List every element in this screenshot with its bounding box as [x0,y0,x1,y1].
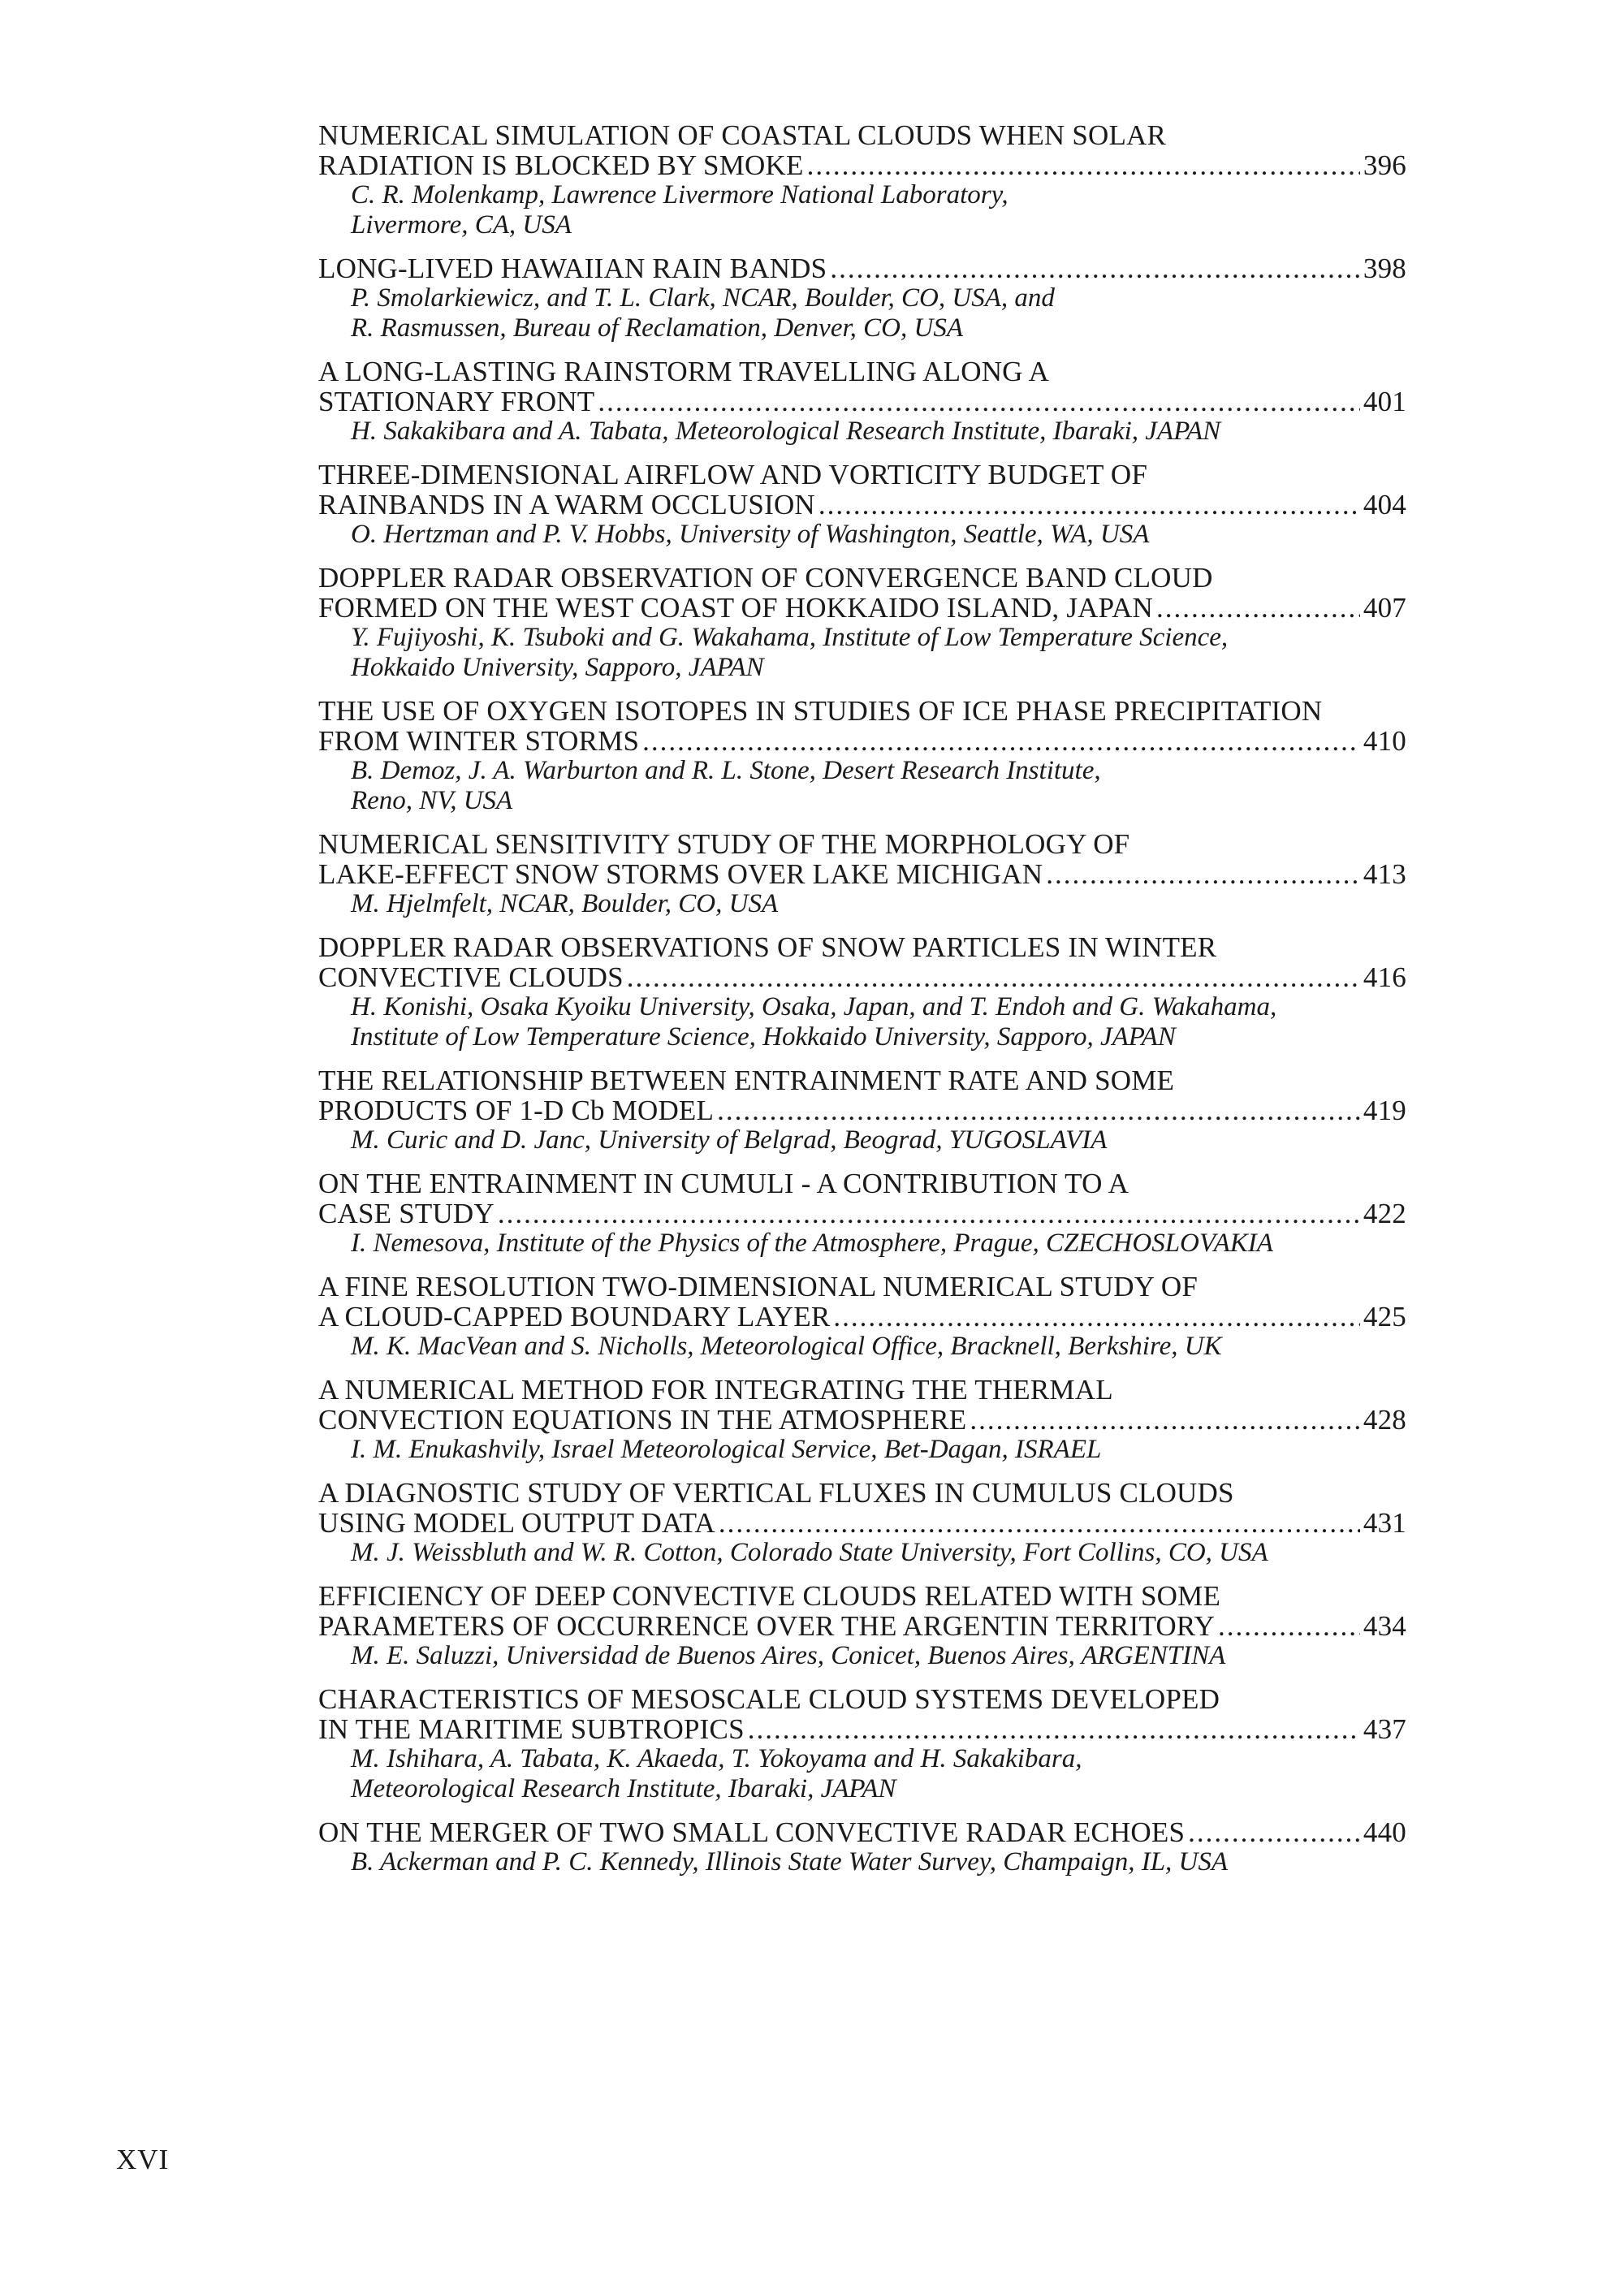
toc-entry [318,1684,1406,1804]
entry-title-text: CASE STUDY [318,1198,495,1229]
page-number: 413 [1363,858,1406,890]
entry-title-line: DOPPLER RADAR OBSERVATIONS OF SNOW PARTICLES IN WINTER [318,931,1217,963]
page-number: 407 [1363,592,1406,624]
entry-authors: M. K. MacVean and S. Nicholls, Meteorological Office, Bracknell, Berkshire, UK [351,1332,1222,1361]
entry-title-text: CONVECTION EQUATIONS IN THE ATMOSPHERE [318,1404,967,1436]
toc-entry [318,1168,1406,1259]
page-number: 410 [1363,725,1406,757]
entry-title-line [318,1302,1406,1332]
entry-title-line [318,253,1406,283]
dot-leader [830,253,1360,283]
entry-authors: M. Curic and D. Janc, University of Belgrad, Beograd, YUGOSLAVIA [351,1125,1108,1155]
entry-authors: C. R. Molenkamp, Lawrence Livermore National Laboratory, [351,180,1009,209]
table-of-contents [318,120,1406,1890]
page-number: 416 [1363,961,1406,993]
entry-title-text: PRODUCTS OF 1-D Cb MODEL [318,1095,715,1126]
entry-authors: M. E. Saluzzi, Universidad de Buenos Aires, Conicet, Buenos Aires, ARGENTINA [351,1641,1226,1670]
dot-leader [1046,859,1360,889]
entry-title-line: A LONG-LASTING RAINSTORM TRAVELLING ALONG A [318,356,1050,387]
entry-authors: B. Demoz, J. A. Warburton and R. L. Stone, Desert Research Institute, [351,756,1101,785]
dot-leader [627,962,1360,992]
entry-authors: H. Sakakibara and A. Tabata, Meteorological Research Institute, Ibaraki, JAPAN [351,417,1221,446]
entry-title-line: EFFICIENCY OF DEEP CONVECTIVE CLOUDS RELATED WITH SOME [318,1580,1221,1612]
entry-title-line [318,859,1406,889]
entry-title-text: FORMED ON THE WEST COAST OF HOKKAIDO ISLAND, JAPAN [318,592,1154,624]
entry-title-line [318,150,1406,180]
entry-title-line [318,1405,1406,1435]
entry-title-line [318,1508,1406,1538]
dot-leader [1188,1817,1360,1847]
page-number: 396 [1363,149,1406,181]
page-number: 422 [1363,1198,1406,1229]
dot-leader [1218,1611,1360,1641]
entry-title-line [318,1198,1406,1229]
entry-title-line [318,1714,1406,1744]
toc-entry [318,460,1406,550]
entry-title-line: THE USE OF OXYGEN ISOTOPES IN STUDIES OF ICE PHASE PRECIPITATION [318,695,1323,727]
entry-authors: Reno, NV, USA [351,786,513,815]
entry-authors: Livermore, CA, USA [351,210,572,240]
entry-title-text: RADIATION IS BLOCKED BY SMOKE [318,149,804,181]
toc-entry [318,120,1406,240]
entry-authors: M. Hjelmfelt, NCAR, Boulder, CO, USA [351,889,779,918]
entry-title-text: LONG-LIVED HAWAIIAN RAIN BANDS [318,253,827,284]
entry-title-line [318,1817,1406,1847]
entry-authors: Institute of Low Temperature Science, Hokkaido University, Sapporo, JAPAN [351,1022,1176,1052]
dot-leader [818,490,1360,520]
page-number: 440 [1363,1816,1406,1848]
toc-entry [318,1065,1406,1155]
dot-leader [719,1508,1360,1538]
toc-entry [318,1272,1406,1362]
entry-title-line: NUMERICAL SENSITIVITY STUDY OF THE MORPHOLOGY OF [318,828,1130,860]
dot-leader [833,1302,1360,1332]
entry-title-text: RAINBANDS IN A WARM OCCLUSION [318,489,815,520]
page-number: 437 [1363,1713,1406,1745]
entry-title-line: CHARACTERISTICS OF MESOSCALE CLOUD SYSTEMS DEVELOPED [318,1683,1220,1715]
dot-leader [642,726,1360,756]
entry-title-text: ON THE MERGER OF TWO SMALL CONVECTIVE RADAR ECHOES [318,1816,1186,1848]
entry-title-text: A CLOUD-CAPPED BOUNDARY LAYER [318,1301,831,1332]
entry-authors: B. Ackerman and P. C. Kennedy, Illinois State Water Survey, Champaign, IL, USA [351,1847,1229,1877]
page-number: 431 [1363,1507,1406,1539]
entry-title-text: STATIONARY FRONT [318,386,595,417]
page-number: 398 [1363,253,1406,284]
toc-entry [318,1478,1406,1568]
entry-authors: P. Smolarkiewicz, and T. L. Clark, NCAR, Boulder, CO, USA, and [351,283,1055,313]
entry-authors: M. Ishihara, A. Tabata, K. Akaeda, T. Yokoyama and H. Sakakibara, [351,1744,1082,1773]
page-number: 419 [1363,1095,1406,1126]
entry-authors: Y. Fujiyoshi, K. Tsuboki and G. Wakahama, Institute of Low Temperature Science, [351,623,1229,652]
entry-title-line: DOPPLER RADAR OBSERVATION OF CONVERGENCE BAND CLOUD [318,562,1213,594]
entry-title-line: A NUMERICAL METHOD FOR INTEGRATING THE THERMAL [318,1374,1113,1406]
entry-title-line: A FINE RESOLUTION TWO-DIMENSIONAL NUMERICAL STUDY OF [318,1271,1199,1302]
entry-authors: I. Nemesova, Institute of the Physics of the Atmosphere, Prague, CZECHOSLOVAKIA [351,1229,1273,1258]
entry-title-line: ON THE ENTRAINMENT IN CUMULI - A CONTRIBUTION TO A [318,1168,1129,1199]
entry-authors: M. J. Weissbluth and W. R. Cotton, Colorado State University, Fort Collins, CO, USA [351,1538,1268,1567]
entry-authors: Hokkaido University, Sapporo, JAPAN [351,653,764,682]
entry-authors: Meteorological Research Institute, Ibaraki, JAPAN [351,1774,896,1803]
toc-entry [318,253,1406,343]
dot-leader [1156,593,1360,623]
toc-entry [318,829,1406,919]
dot-leader [717,1095,1360,1125]
page-number: 428 [1363,1404,1406,1436]
entry-title-text: USING MODEL OUTPUT DATA [318,1507,715,1539]
toc-entry [318,1581,1406,1671]
dot-leader [748,1714,1360,1744]
toc-entry [318,1375,1406,1465]
entry-authors: I. M. Enukashvily, Israel Meteorological Service, Bet-Dagan, ISRAEL [351,1435,1102,1464]
page-folio: XVI [116,2144,170,2175]
toc-entry [318,932,1406,1052]
page-number: 404 [1363,489,1406,520]
entry-title-text: CONVECTIVE CLOUDS [318,961,624,993]
entry-authors: H. Konishi, Osaka Kyoiku University, Osaka, Japan, and T. Endoh and G. Wakahama, [351,992,1277,1021]
entry-title-text: FROM WINTER STORMS [318,725,640,757]
entry-title-text: PARAMETERS OF OCCURRENCE OVER THE ARGENTIN TERRITORY [318,1610,1215,1642]
entry-title-line [318,490,1406,520]
dot-leader [598,387,1360,417]
entry-authors: O. Hertzman and P. V. Hobbs, University of Washington, Seattle, WA, USA [351,520,1150,549]
entry-title-line: THE RELATIONSHIP BETWEEN ENTRAINMENT RATE AND SOME [318,1065,1175,1096]
entry-title-line [318,1611,1406,1641]
toc-entry [318,1817,1406,1877]
entry-title-line [318,387,1406,417]
dot-leader [807,150,1360,180]
toc-entry [318,696,1406,816]
entry-title-text: LAKE-EFFECT SNOW STORMS OVER LAKE MICHIGAN [318,858,1043,890]
entry-title-line [318,726,1406,756]
toc-entry [318,356,1406,447]
entry-title-line [318,1095,1406,1125]
entry-title-line: THREE-DIMENSIONAL AIRFLOW AND VORTICITY BUDGET OF [318,459,1148,490]
page-number: 425 [1363,1301,1406,1332]
dot-leader [498,1198,1360,1229]
entry-title-line: A DIAGNOSTIC STUDY OF VERTICAL FLUXES IN CUMULUS CLOUDS [318,1477,1234,1509]
toc-entry [318,563,1406,683]
entry-title-line: NUMERICAL SIMULATION OF COASTAL CLOUDS WHEN SOLAR [318,119,1167,151]
entry-title-text: IN THE MARITIME SUBTROPICS [318,1713,745,1745]
page-number: 401 [1363,386,1406,417]
dot-leader [970,1405,1360,1435]
entry-title-line [318,593,1406,623]
entry-authors: R. Rasmussen, Bureau of Reclamation, Denver, CO, USA [351,313,963,343]
entry-title-line [318,962,1406,992]
page-number: 434 [1363,1610,1406,1642]
